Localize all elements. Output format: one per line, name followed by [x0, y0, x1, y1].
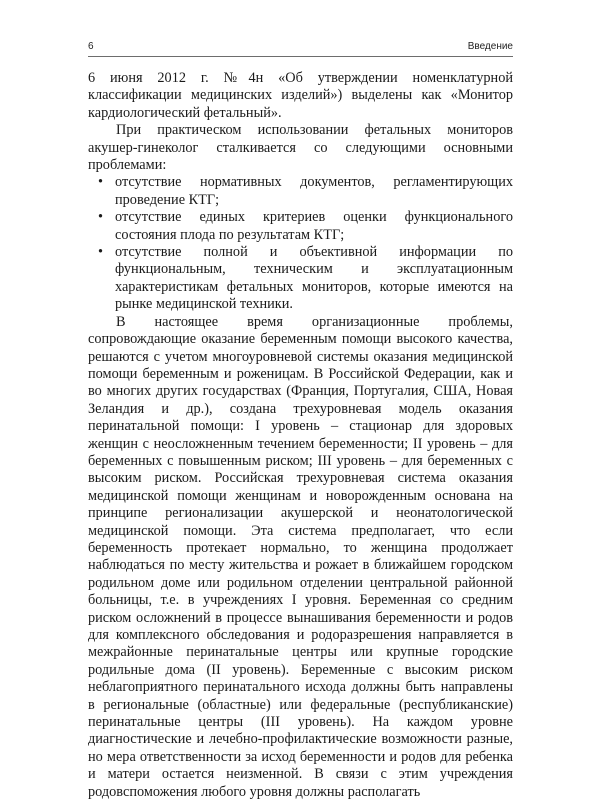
section-title: Введение — [467, 41, 513, 52]
paragraph-problems-intro: При практическом использовании фетальных мониторов акушер-гинеколог сталкивается со следующими основными проблемами: — [88, 122, 513, 174]
list-item: • отсутствие нормативных документов, регламентирующих проведение КТГ; — [88, 174, 513, 209]
page-number: 6 — [88, 41, 94, 52]
list-item: • отсутствие полной и объективной информации по функциональным, техническим и эксплуатационным характеристикам фетальных мониторов, которые имеются на рынке медицинской техники. — [88, 244, 513, 314]
paragraph-organization: В настоящее время организационные проблемы, сопровождающие оказание беременным помощи высокого качества, решаются с учетом многоуровневой системы оказания медицинской помощи беременным и роженицам. В Российской Федерации, как и во многих других государствах (Франция, Португалия, США, Новая Зеландия и др.), создана трехуровневая модель оказания перинатальной помощи: I уровень – стационар для здоровых женщин с неосложненным течением беременности; II уровень – для беременных с повышенным риском; III уровень – для беременных с высоким риском. Российская трехуровневая система оказания медицинской помощи женщинам и новорожденным основана на принципе регионализации акушерской и неонатологической медицинской помощи. Эта система предполагает, что если беременность протекает нормально, то женщина продолжает наблюдаться по месту жительства и рожает в ближайшем городском родильном доме или родильном отделении центральной районной больницы, т.е. в учреждениях I уровня. Беременная со средним риском осложнений в процессе вынашивания беременности и родов для комплексного обследования и родоразрешения направляется в межрайонные перинатальные центры или крупные городские родильные дома (II уровень). Беременные с высоким риском неблагоприятного перинатального исхода должны быть направлены в региональные (областные) или федеральные (республиканские) перинатальные центры (III уровень). На каждом уровне диагностические и лечебно-профилактические возможности разные, но мера ответственности за исход беременности и родов для ребенка и матери остается неизменной. В связи с этим учреждения родовспоможения любого уровня должны располагать — [88, 313, 513, 800]
running-header — [88, 36, 513, 57]
body-text — [88, 70, 513, 801]
list-item: • отсутствие единых критериев оценки функционального состояния плода по результатам КТГ; — [88, 209, 513, 244]
paragraph-continuation: 6 июня 2012 г. №4н «Об утверждении номенклатурной классификации медицинских изделий») выделены как «Монитор кардиологический фетальный». — [88, 70, 513, 121]
problems-list — [88, 174, 513, 313]
